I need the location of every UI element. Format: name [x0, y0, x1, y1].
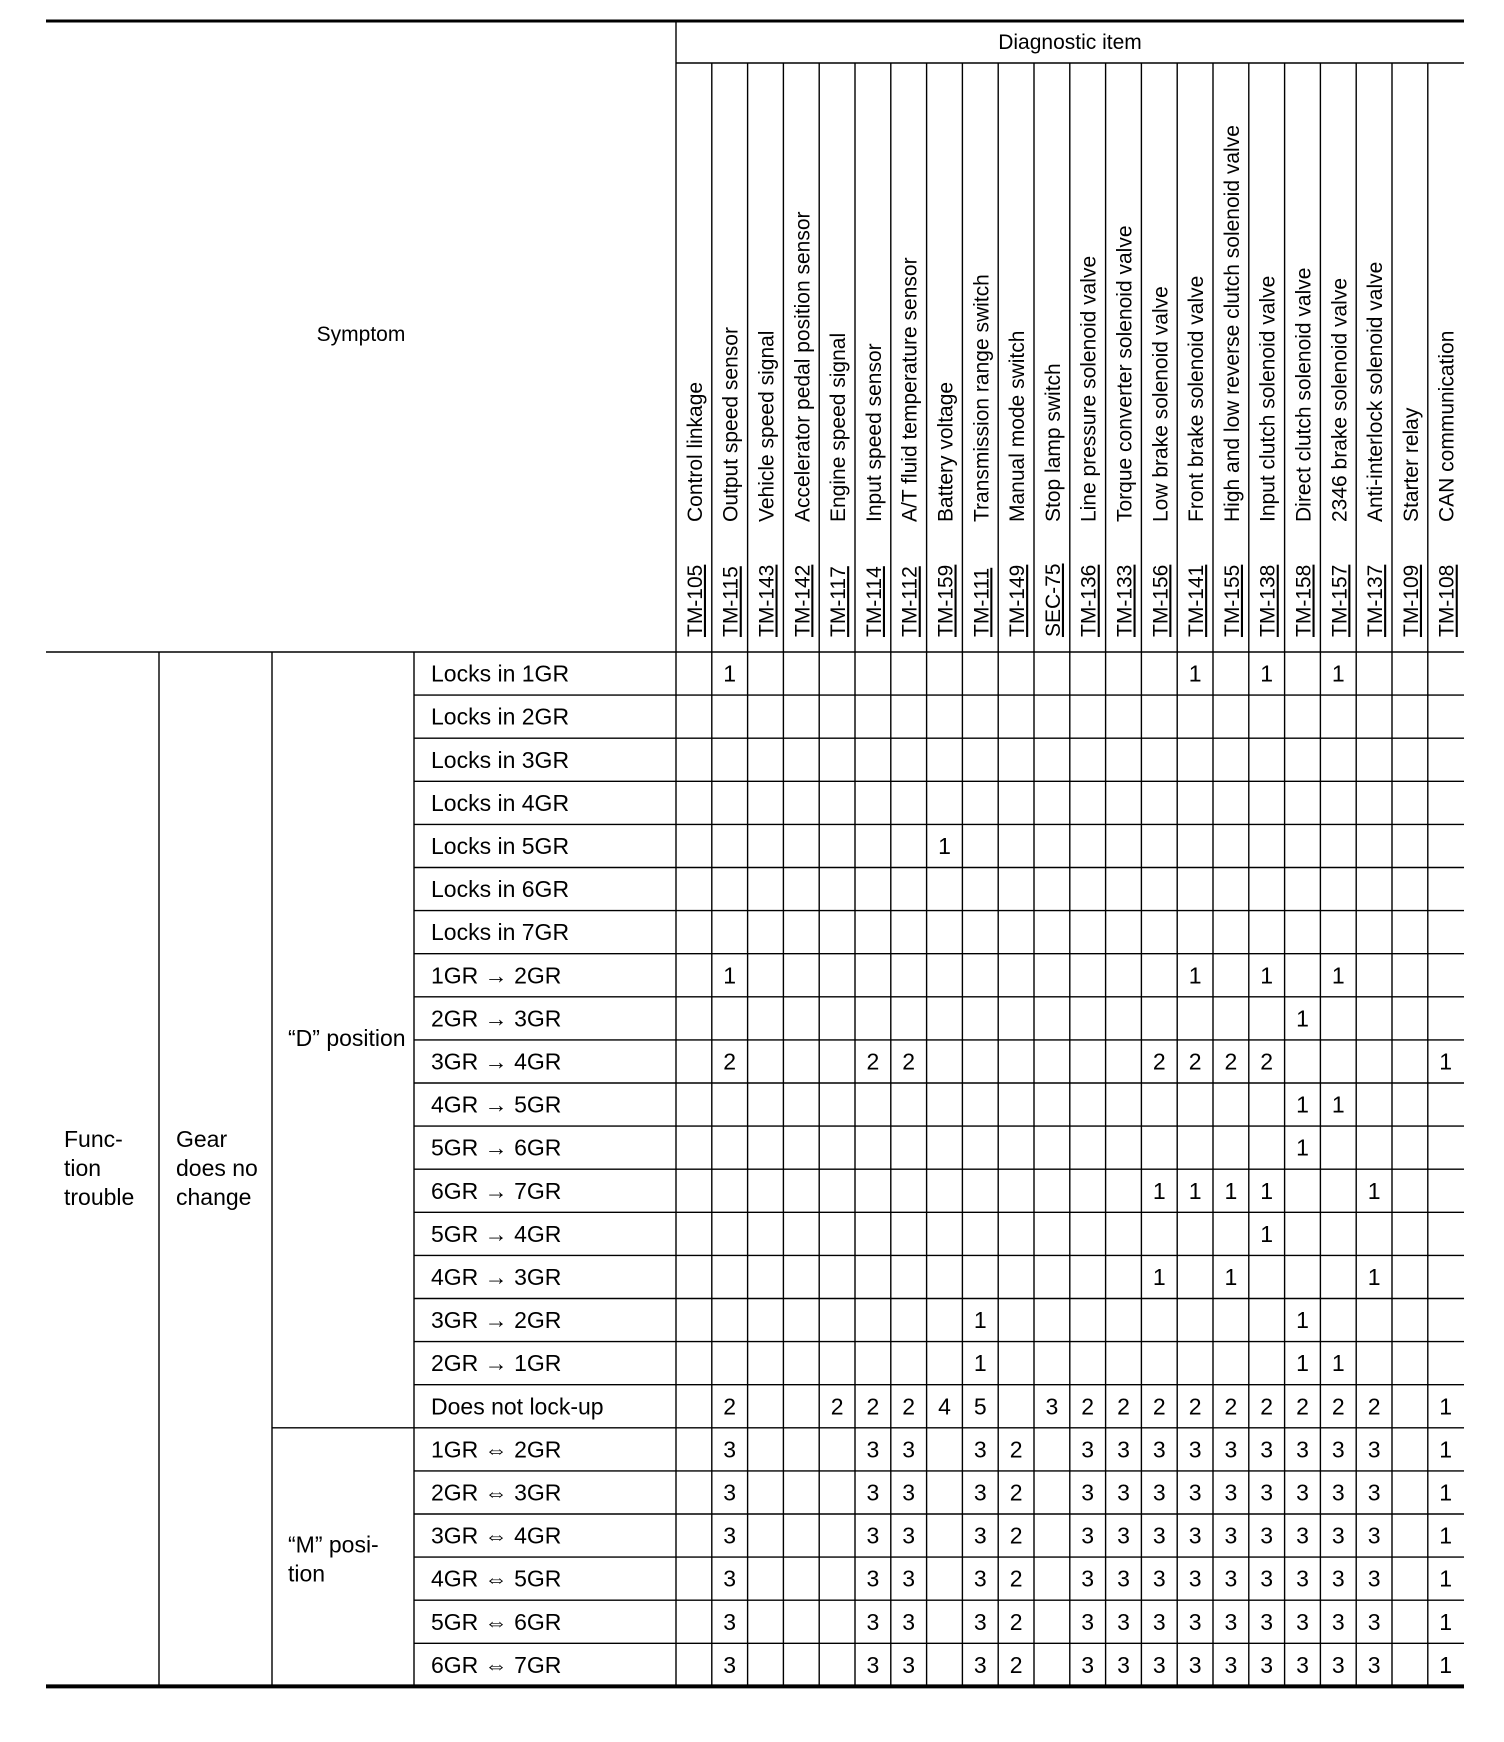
diagnostic-value: 1: [1224, 1263, 1238, 1290]
symptom-heading: Symptom: [316, 323, 406, 346]
diagnostic-value: 3: [902, 1479, 916, 1506]
symptom-row-label: 5GR → 6GR: [431, 1134, 562, 1161]
symptom-row-label: 6GR → 7GR: [431, 1177, 562, 1204]
diagnostic-value: 3: [1367, 1522, 1381, 1549]
diagnostic-value: 3: [1117, 1608, 1130, 1635]
diagnostic-value: 1: [1260, 962, 1274, 989]
diagnostic-value: 3: [723, 1608, 737, 1635]
diagnostic-value: 3: [1260, 1565, 1274, 1592]
column-reference-link[interactable]: TM-138: [1256, 564, 1280, 637]
diagnostic-value: 3: [1117, 1522, 1130, 1549]
diagnostic-value: 3: [1296, 1565, 1309, 1592]
diagnostic-value: 3: [1081, 1479, 1095, 1506]
diagnostic-value: 2: [1009, 1479, 1023, 1506]
diagnostic-value: 3: [1152, 1608, 1166, 1635]
group-label-function-trouble: tion: [64, 1155, 102, 1181]
symptom-row-label: 2GR ⇔ 3GR: [431, 1479, 562, 1506]
column-header-label: High and low reverse clutch solenoid valve: [1220, 125, 1244, 522]
diagnostic-value: 3: [973, 1565, 987, 1592]
diagnostic-value: 3: [902, 1565, 916, 1592]
column-reference-link[interactable]: TM-156: [1149, 564, 1173, 637]
column-reference-link[interactable]: TM-143: [755, 564, 779, 637]
diagnostic-value: 1: [1260, 660, 1274, 687]
diagnostic-value: 3: [902, 1522, 916, 1549]
column-reference-link[interactable]: TM-158: [1292, 564, 1316, 637]
diagnostic-value: 2: [1152, 1048, 1166, 1075]
diagnostic-value: 2: [1117, 1393, 1130, 1420]
diagnostic-value: 3: [1117, 1436, 1130, 1463]
diagnostic-value: 3: [1188, 1436, 1202, 1463]
column-header-label: Torque converter solenoid valve: [1113, 225, 1137, 522]
diagnostic-value: 3: [1367, 1565, 1381, 1592]
symptom-row-label: Locks in 7GR: [431, 919, 570, 946]
diagnostic-value: 4: [938, 1393, 951, 1420]
diagnostic-value: 3: [1152, 1651, 1166, 1678]
diagnostic-value: 2: [1081, 1393, 1095, 1420]
symptom-row-label: 6GR ⇔ 7GR: [431, 1651, 562, 1678]
diagnostic-value: 3: [1296, 1651, 1309, 1678]
column-header-label: Control linkage: [683, 381, 707, 522]
diagnostic-value: 3: [1045, 1393, 1059, 1420]
diagnostic-value: 2: [1009, 1522, 1023, 1549]
column-reference-link[interactable]: TM-133: [1113, 564, 1137, 637]
column-reference-link[interactable]: TM-109: [1399, 564, 1423, 637]
symptom-row-label: 3GR → 4GR: [431, 1048, 562, 1075]
symptom-row-label: Locks in 3GR: [431, 746, 570, 773]
diagnostic-value: 3: [973, 1479, 987, 1506]
diagnostic-value: 3: [866, 1522, 880, 1549]
group-label-d-position: “D” position: [288, 1025, 406, 1051]
symptom-row-label: 2GR → 3GR: [431, 1005, 562, 1032]
diagnostic-value: 1: [1296, 1350, 1309, 1377]
symptom-row-label: Locks in 5GR: [431, 832, 570, 859]
diagnostic-value: 3: [1331, 1479, 1345, 1506]
diagnostic-value: 3: [1296, 1608, 1309, 1635]
column-header-label: Stop lamp switch: [1041, 363, 1065, 522]
diagnostic-value: 2: [1260, 1393, 1274, 1420]
diagnostic-value: 3: [1152, 1479, 1166, 1506]
diagnostic-value: 2: [1296, 1393, 1309, 1420]
column-header-label: Transmission range switch: [970, 274, 994, 522]
column-header-label: 2346 brake solenoid valve: [1328, 277, 1352, 522]
column-header-label: Manual mode switch: [1006, 330, 1030, 522]
column-header-label: Low brake solenoid valve: [1149, 286, 1173, 522]
column-header-label: Battery voltage: [934, 381, 958, 522]
diagnostic-value: 3: [1117, 1565, 1130, 1592]
diagnostic-value: 3: [1260, 1608, 1274, 1635]
column-reference-link[interactable]: TM-157: [1328, 564, 1352, 637]
diagnostic-value: 1: [1439, 1479, 1453, 1506]
column-header-label: Accelerator pedal position sensor: [791, 211, 815, 522]
diagnostic-value: 3: [973, 1436, 987, 1463]
diagnostic-value: 2: [1009, 1608, 1023, 1635]
diagnostic-value: 1: [1188, 962, 1202, 989]
symptom-row-label: Locks in 4GR: [431, 789, 570, 816]
diagnostic-value: 1: [1296, 1134, 1309, 1161]
group-label-function-trouble: trouble: [64, 1184, 135, 1210]
diagnostic-item-heading: Diagnostic item: [998, 31, 1142, 54]
diagnostic-value: 3: [1188, 1608, 1202, 1635]
diagnostic-value: 3: [1081, 1522, 1095, 1549]
diagnostic-value: 3: [1081, 1565, 1095, 1592]
diagnostic-value: 1: [1260, 1220, 1274, 1247]
group-label-function-trouble: Func-: [64, 1126, 123, 1152]
group-label-m-position: “M” posi-: [288, 1531, 379, 1558]
symptom-row-label: Locks in 6GR: [431, 876, 570, 903]
diagnostic-value: 1: [1331, 660, 1345, 687]
column-header-label: Starter relay: [1399, 407, 1423, 522]
diagnostic-value: 3: [1367, 1436, 1381, 1463]
diagnostic-value: 3: [1152, 1522, 1166, 1549]
diagnostic-value: 2: [1331, 1393, 1345, 1420]
diagnostic-value: 3: [973, 1651, 987, 1678]
column-reference-link[interactable]: TM-112: [898, 566, 922, 637]
diagnostic-value: 1: [1296, 1307, 1309, 1334]
column-reference-link[interactable]: TM-136: [1077, 564, 1101, 637]
diagnostic-value: 2: [1224, 1048, 1238, 1075]
column-header-label: Line pressure solenoid valve: [1077, 255, 1101, 522]
diagnostic-value: 2: [1188, 1048, 1202, 1075]
column-reference-link[interactable]: TM-117: [827, 566, 851, 637]
diagnostic-value: 3: [1188, 1522, 1202, 1549]
diagnostic-value: 2: [723, 1048, 737, 1075]
column-reference-link[interactable]: TM-137: [1364, 564, 1388, 637]
diagnostic-value: 3: [1260, 1479, 1274, 1506]
diagnostic-value: 3: [866, 1565, 880, 1592]
diagnostic-value: 3: [1224, 1436, 1238, 1463]
diagnostic-value: 2: [830, 1393, 844, 1420]
diagnostic-value: 1: [1188, 1177, 1202, 1204]
column-header-label: Vehicle speed signal: [755, 330, 779, 522]
group-label-gear-no-change: Gear: [176, 1126, 228, 1152]
diagnostic-value: 1: [1439, 1393, 1453, 1420]
diagnostic-value: 3: [1331, 1436, 1345, 1463]
diagnostic-value: 1: [1331, 962, 1345, 989]
diagnostic-value: 3: [1188, 1479, 1202, 1506]
diagnostic-value: 3: [1296, 1436, 1309, 1463]
diagnostic-value: 3: [866, 1479, 880, 1506]
diagnostic-value: 3: [902, 1608, 916, 1635]
diagnostic-value: 1: [1296, 1091, 1309, 1118]
diagnostic-value: 3: [723, 1565, 737, 1592]
diagnostic-value: 3: [723, 1479, 737, 1506]
column-header-label: Engine speed signal: [827, 332, 851, 522]
diagnostic-value: 2: [1367, 1393, 1381, 1420]
diagnostic-value: 2: [902, 1048, 916, 1075]
diagnostic-value: 3: [866, 1436, 880, 1463]
symptom-row-label: 4GR → 5GR: [431, 1091, 562, 1118]
group-label-gear-no-change: change: [176, 1184, 252, 1210]
diagnostic-value: 3: [1224, 1651, 1238, 1678]
diagnostic-value: 3: [1188, 1651, 1202, 1678]
diagnostic-value: 3: [723, 1522, 737, 1549]
diagnostic-value: 3: [866, 1651, 880, 1678]
diagnostic-value: 1: [1439, 1608, 1453, 1635]
diagnostic-value: 1: [938, 832, 951, 859]
diagnostic-value: 1: [723, 962, 737, 989]
group-label-m-position: tion: [288, 1560, 326, 1587]
diagnostic-value: 3: [1331, 1651, 1345, 1678]
column-header-label: Output speed sensor: [719, 327, 743, 522]
column-header-label: Direct clutch solenoid valve: [1292, 267, 1316, 522]
diagnostic-value: 1: [1152, 1177, 1166, 1204]
diagnostic-value: 3: [1296, 1479, 1309, 1506]
diagnostic-value: 1: [1152, 1263, 1166, 1290]
diagnostic-value: 3: [1331, 1522, 1345, 1549]
column-header-label: Input speed sensor: [862, 343, 886, 522]
column-reference-link[interactable]: SEC-75: [1041, 563, 1065, 637]
diagnostic-value: 3: [1224, 1479, 1238, 1506]
diagnostic-value: 1: [1331, 1091, 1345, 1118]
diagnostic-value: 3: [1260, 1522, 1274, 1549]
column-header-label: A/T fluid temperature sensor: [898, 257, 922, 522]
diagnostic-value: 3: [1367, 1651, 1381, 1678]
diagnostic-value: 5: [973, 1393, 987, 1420]
symptom-row-label: 4GR ⇔ 5GR: [431, 1565, 562, 1592]
diagnostic-value: 3: [1081, 1436, 1095, 1463]
diagnostic-value: 1: [1224, 1177, 1238, 1204]
column-reference-link[interactable]: TM-159: [934, 564, 958, 637]
diagnostic-value: 3: [866, 1608, 880, 1635]
column-header-label: Input clutch solenoid valve: [1256, 275, 1280, 522]
diagnostic-value: 3: [1224, 1565, 1238, 1592]
symptom-row-label: 4GR → 3GR: [431, 1263, 562, 1290]
symptom-row-label: 3GR → 2GR: [431, 1307, 562, 1334]
diagnostic-value: 1: [1367, 1263, 1381, 1290]
diagnostic-value: 1: [1439, 1048, 1453, 1075]
diagnostic-value: 2: [1152, 1393, 1166, 1420]
diagnostic-value: 2: [1009, 1436, 1023, 1463]
diagnostic-value: 2: [1224, 1393, 1238, 1420]
diagnostic-value: 2: [866, 1048, 880, 1075]
symptom-row-label: 5GR → 4GR: [431, 1220, 562, 1247]
symptom-row-label: Does not lock-up: [431, 1393, 604, 1420]
diagnostic-value: 3: [1117, 1651, 1130, 1678]
diagnostic-value: 3: [1260, 1436, 1274, 1463]
diagnostic-value: 3: [973, 1522, 987, 1549]
diagnostic-value: 3: [1081, 1608, 1095, 1635]
group-label-gear-no-change: does no: [176, 1155, 258, 1181]
diagnostic-value: 3: [1296, 1522, 1309, 1549]
symptom-row-label: 2GR → 1GR: [431, 1350, 562, 1377]
diagnostic-value: 1: [723, 660, 737, 687]
column-reference-link[interactable]: TM-105: [683, 564, 707, 637]
symptom-row-label: 1GR → 2GR: [431, 962, 562, 989]
diagnostic-value: 1: [1439, 1436, 1453, 1463]
diagnostic-value: 3: [1260, 1651, 1274, 1678]
diagnostic-value: 3: [902, 1436, 916, 1463]
diagnostic-value: 3: [1224, 1608, 1238, 1635]
diagnostic-value: 1: [1188, 660, 1202, 687]
diagnostic-value: 3: [723, 1651, 737, 1678]
column-reference-link[interactable]: TM-155: [1220, 564, 1244, 637]
symptom-row-label: Locks in 2GR: [431, 703, 570, 730]
diagnostic-value: 2: [902, 1393, 916, 1420]
diagnostic-value: 2: [1009, 1565, 1023, 1592]
column-reference-link[interactable]: TM-108: [1435, 564, 1459, 637]
diagnostic-value: 1: [973, 1350, 987, 1377]
diagnostic-value: 3: [973, 1608, 987, 1635]
column-reference-link[interactable]: TM-114: [862, 566, 886, 637]
diagnostic-value: 1: [1439, 1651, 1453, 1678]
diagnostic-value: 2: [723, 1393, 737, 1420]
column-reference-link[interactable]: TM-111: [970, 567, 994, 637]
diagnostic-value: 1: [1296, 1005, 1309, 1032]
column-header-label: CAN communication: [1435, 330, 1459, 522]
diagnostic-value: 2: [1009, 1651, 1023, 1678]
diagnostic-value: 3: [1081, 1651, 1095, 1678]
diagnostic-value: 2: [1260, 1048, 1274, 1075]
diagnostic-value: 1: [1439, 1565, 1453, 1592]
diagnostic-value: 2: [866, 1393, 880, 1420]
diagnostic-value: 1: [1439, 1522, 1453, 1549]
column-header-label: Anti-interlock solenoid valve: [1364, 261, 1388, 522]
diagnostic-value: 1: [973, 1307, 987, 1334]
diagnostic-value: 3: [1224, 1522, 1238, 1549]
column-reference-link[interactable]: TM-149: [1006, 564, 1030, 637]
column-reference-link[interactable]: TM-142: [791, 564, 815, 637]
diagnostic-value: 3: [1331, 1565, 1345, 1592]
diagnostic-value: 1: [1367, 1177, 1381, 1204]
symptom-row-label: 3GR ⇔ 4GR: [431, 1522, 562, 1549]
diagnostic-value: 3: [1117, 1479, 1130, 1506]
diagnostic-value: 1: [1331, 1350, 1345, 1377]
diagnostic-value: 2: [1188, 1393, 1202, 1420]
column-reference-link[interactable]: TM-115: [719, 566, 743, 637]
symptom-row-label: Locks in 1GR: [431, 660, 570, 687]
diagnostic-value: 3: [1331, 1608, 1345, 1635]
symptom-row-label: 5GR ⇔ 6GR: [431, 1608, 562, 1635]
diagnostic-value: 3: [1188, 1565, 1202, 1592]
diagnostic-value: 1: [1260, 1177, 1274, 1204]
diagnostic-value: 3: [1367, 1479, 1381, 1506]
diagnostic-value: 3: [1152, 1436, 1166, 1463]
diagnostic-value: 3: [902, 1651, 916, 1678]
diagnostic-value: 3: [1367, 1608, 1381, 1635]
symptom-row-label: 1GR ⇔ 2GR: [431, 1436, 562, 1463]
diagnostic-value: 3: [1152, 1565, 1166, 1592]
column-header-label: Front brake solenoid valve: [1185, 275, 1209, 522]
column-reference-link[interactable]: TM-141: [1185, 564, 1209, 637]
diagnostic-value: 3: [723, 1436, 737, 1463]
